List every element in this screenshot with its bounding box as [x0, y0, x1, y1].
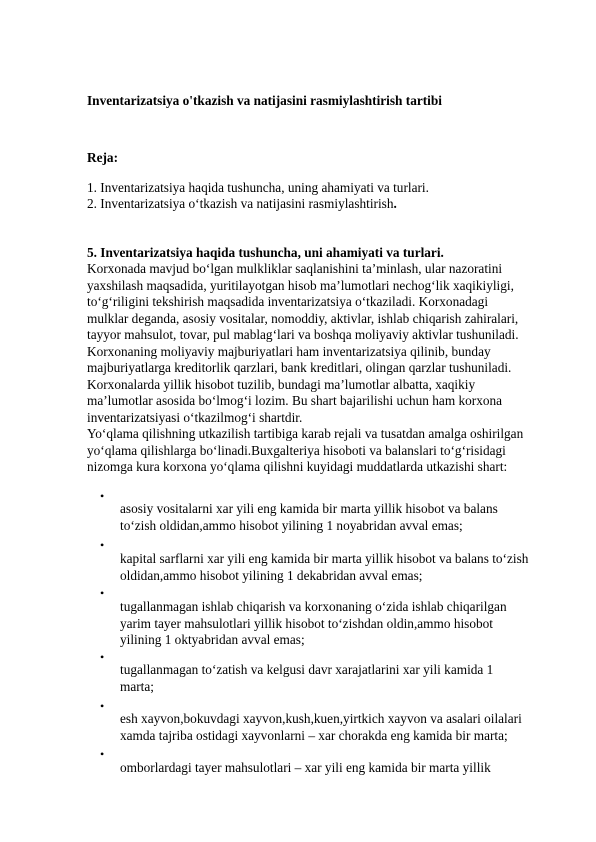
paragraph-line: to‘g‘riligini tekshirish maqsadida inventarizatsiya o‘tkaziladi. Korxonadagi	[87, 294, 489, 309]
bullet-item-6	[120, 760, 560, 777]
bullet-icon: •	[100, 586, 105, 600]
plan-item-2-period: .	[393, 196, 397, 211]
bullet-line: marta;	[120, 678, 154, 694]
bullet-line: oldidan,ammo hisobot yilining 1 dekabridan avval emas;	[120, 567, 423, 583]
bullet-item-2	[120, 551, 560, 584]
paragraph-line: yo‘qlama qilishlarga bo‘linadi.Buxgalteriya hisoboti va balanslari to‘g‘risidagi	[87, 442, 506, 458]
paragraph-line: ma’lumotlar asosida bo‘lmog‘i lozim. Bu shart bajarilishi uchun ham korxona	[87, 393, 503, 408]
paragraph-line: tayyor mahsulot, tovar, pul mablag‘lari va boshqa moliyaviy aktivlar tushuniladi.	[87, 327, 519, 342]
section-paragraph	[87, 261, 557, 476]
paragraph-line: Yo‘qlama qilishning utkazilish tartibiga karab rejali va tusatdan amalga oshirilgan	[87, 426, 524, 441]
bullet-line: tugallanmagan ishlab chiqarish va korxonaning o‘zida ishlab chiqarilgan	[120, 599, 507, 614]
plan-heading: Reja:	[87, 150, 119, 165]
paragraph-line: Korxonada mavjud bo‘lgan mulkliklar saqlanishini ta’minlash, ular nazoratini	[87, 261, 503, 276]
bullet-line: yilining 1 oktyabridan avval emas;	[120, 632, 305, 647]
bullet-icon: •	[100, 747, 105, 761]
plan-item-2-text: 2. Inventarizatsiya o‘tkazish va natijasini rasmiylashtirish	[87, 196, 394, 211]
bullet-icon: •	[100, 650, 105, 664]
bullet-line: xamda tajriba ostidagi xayvonlarni – xar chorakda eng kamida bir marta;	[120, 727, 508, 743]
bullet-line: asosiy vositalarni xar yili eng kamida bir marta yillik hisobot va balans	[120, 501, 498, 516]
bullet-item-5	[120, 711, 560, 744]
bullet-icon: •	[100, 699, 105, 713]
plan-item-2	[87, 196, 397, 212]
document-title: Inventarizatsiya o'tkazish va natijasini rasmiylashtirish tartibi	[87, 93, 442, 108]
bullet-line: to‘zish oldidan,ammo hisobot yilining 1 noyabridan avval emas;	[120, 517, 463, 533]
bullet-item-3	[120, 599, 560, 649]
bullet-line: tugallanmagan to‘zatish va kelgusi davr xarajatlarini xar yili kamida 1	[120, 662, 494, 677]
paragraph-line: mulklar deganda, asosiy vositalar, nomoddiy, aktivlar, ishlab chiqarish zahiralari,	[87, 310, 519, 326]
paragraph-line: yaxshilash maqsadida, yuritilayotgan hisob ma’lumotlari nechog‘lik xaqikiyligi,	[87, 277, 514, 293]
bullet-item-4	[120, 662, 560, 695]
bullet-line: esh xayvon,bokuvdagi xayvon,kush,kuen,yirtkich xayvon va asalari oilalari	[120, 711, 522, 726]
bullet-icon: •	[100, 489, 105, 503]
paragraph-line: nizomga kura korxona yo‘qlama qilishni kuyidagi muddatlarda utkazishi shart:	[87, 459, 508, 474]
paragraph-line: inventarizatsiyasi o‘tkazilmog‘i shartdir.	[87, 409, 303, 425]
bullet-line: kapital sarflarni xar yili eng kamida bir marta yillik hisobot va balans to‘zish	[120, 551, 529, 566]
plan-item-1: 1. Inventarizatsiya haqida tushuncha, uning ahamiyati va turlari.	[87, 180, 429, 195]
bullet-line: yarim tayer mahsulotlari yillik hisobot to‘zishdan oldin,ammo hisobot	[120, 615, 494, 631]
paragraph-line: majburiyatlarga kreditorlik qarzlari, bank kreditlari, olingan qarzlar tushuniladi.	[87, 360, 512, 375]
bullet-line: omborlardagi tayer mahsulotlari – xar yili eng kamida bir marta yillik	[120, 760, 491, 775]
section-heading: 5. Inventarizatsiya haqida tushuncha, uni ahamiyati va turlari.	[87, 245, 444, 260]
bullet-icon: •	[100, 538, 105, 552]
paragraph-line: Korxonaning moliyaviy majburiyatlari ham inventarizatsiya qilinib, bunday	[87, 343, 491, 359]
paragraph-line: Korxonalarda yillik hisobot tuzilib, bundagi ma’lumotlar albatta, xaqikiy	[87, 376, 476, 392]
bullet-item-1	[120, 501, 560, 534]
